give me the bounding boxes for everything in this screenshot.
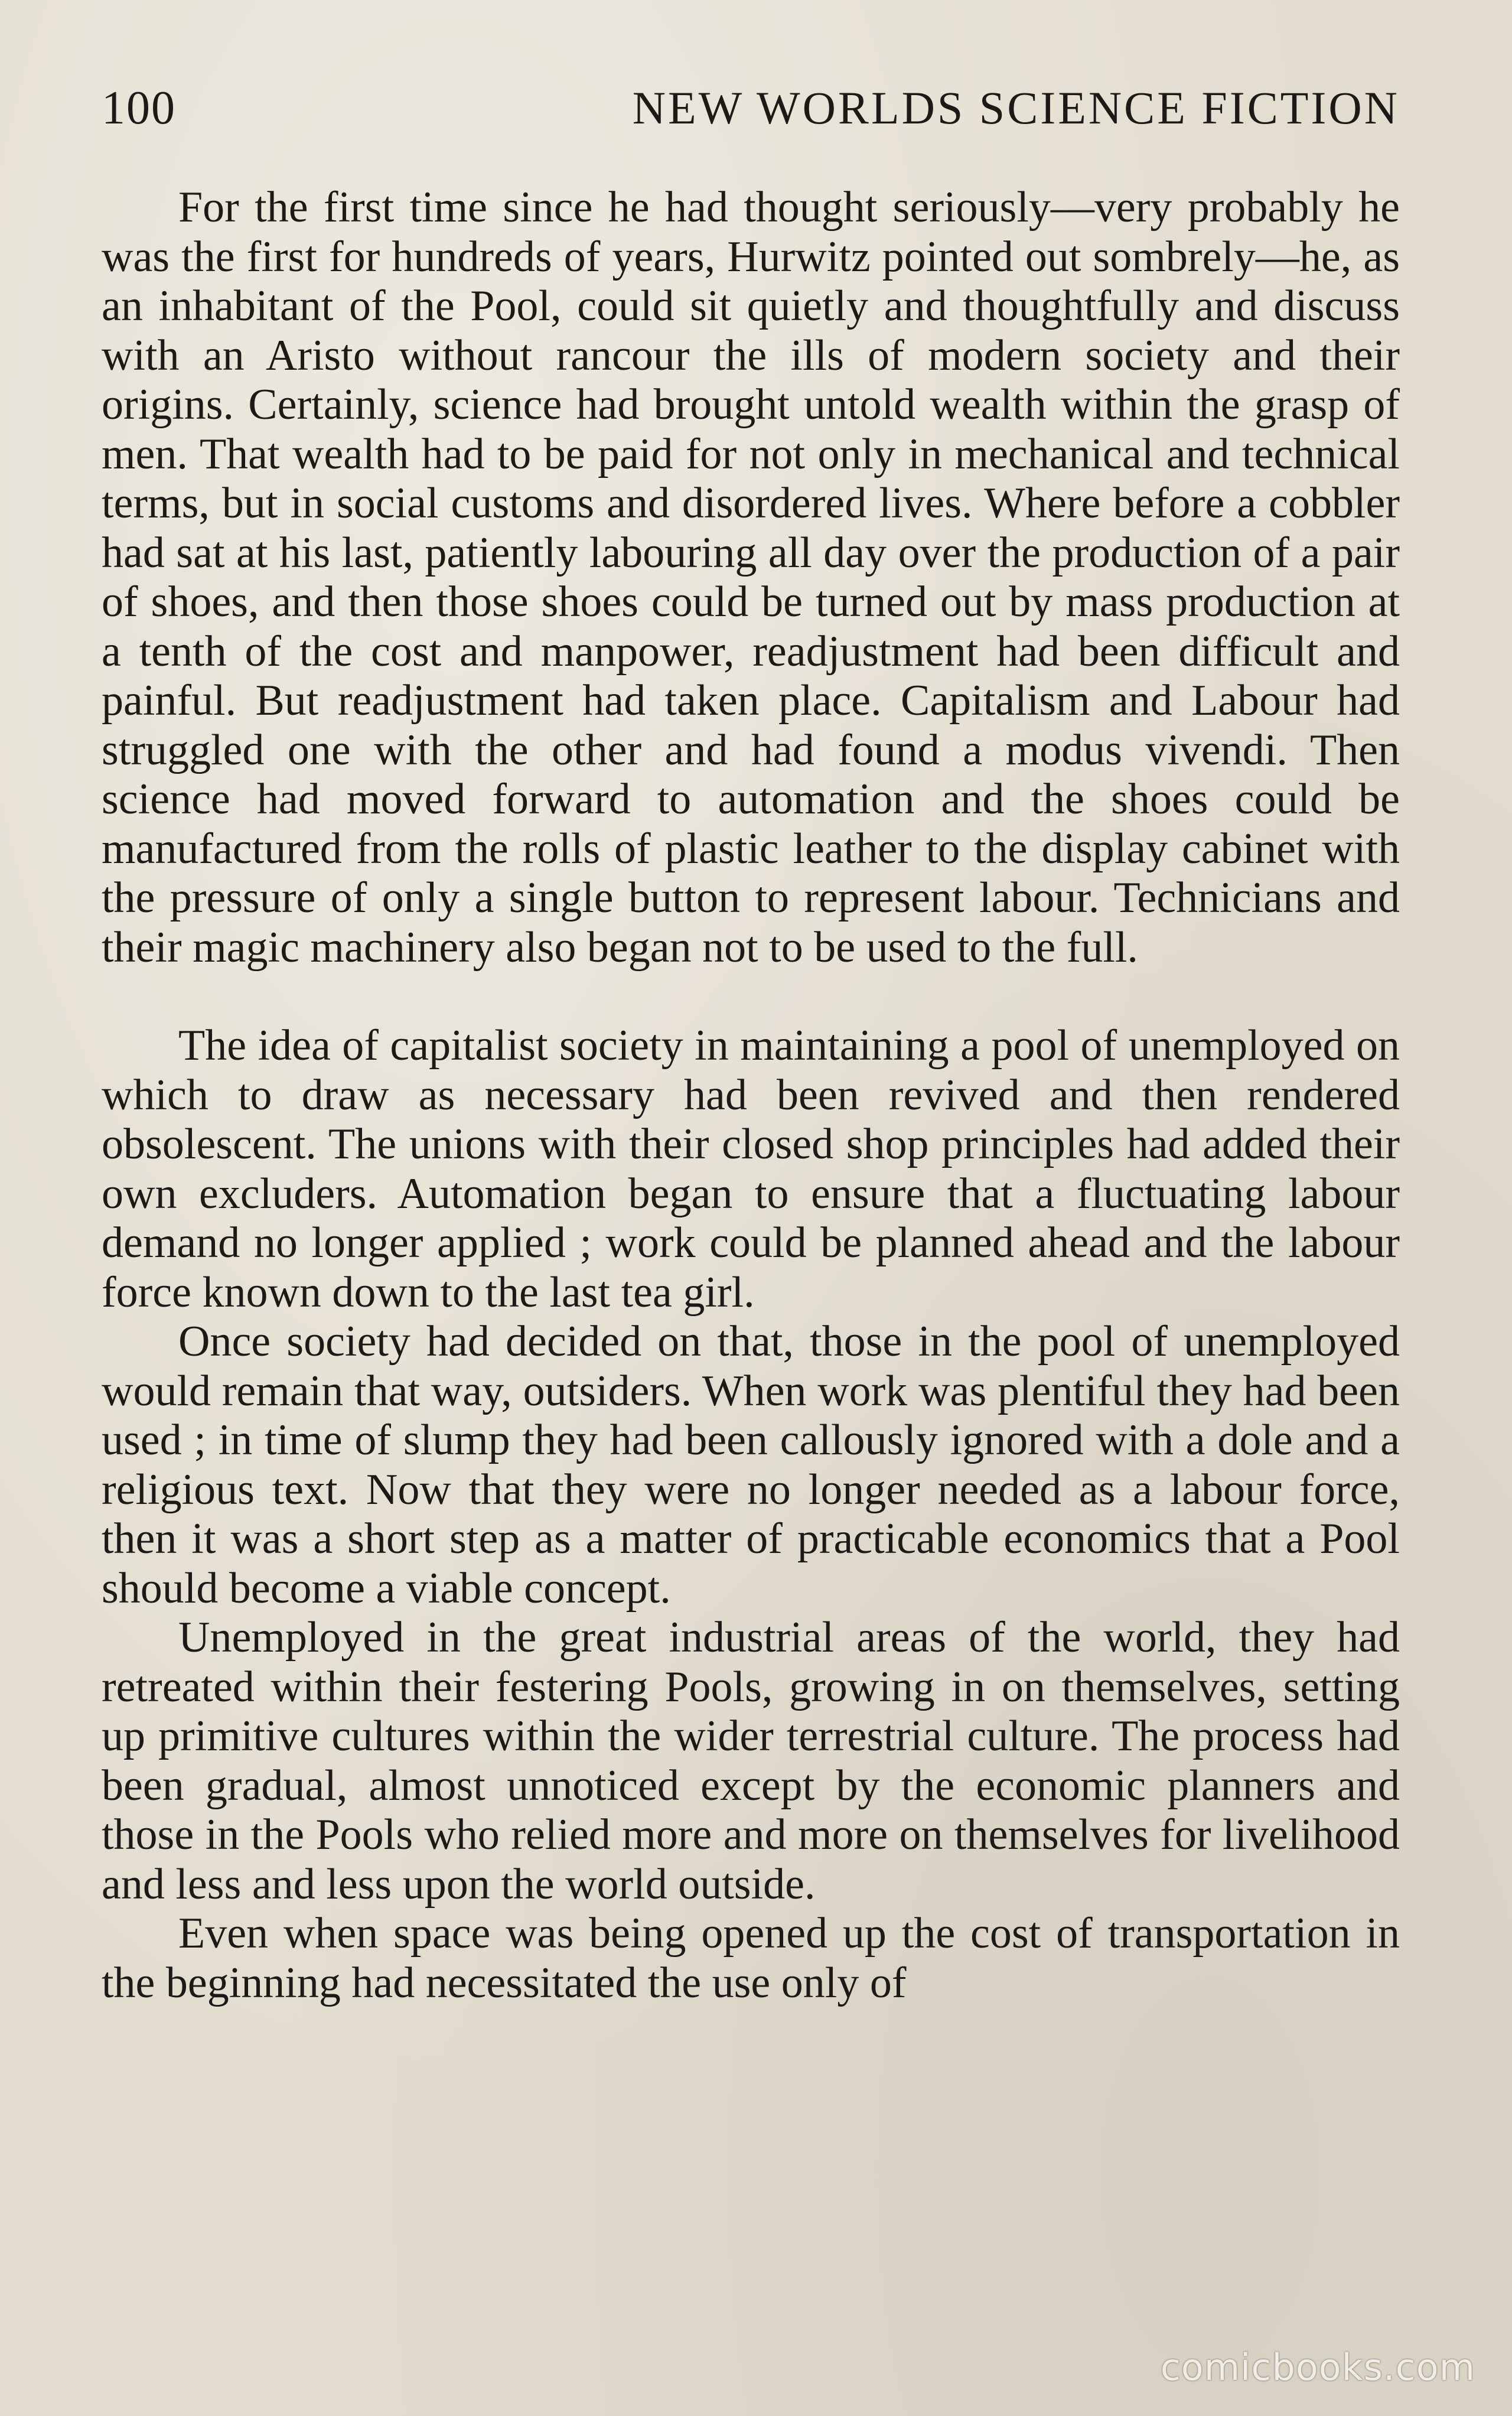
paragraph-5: Even when space was being opened up the cost of transportation in the beginning had necessitated the use only of [102,1909,1400,2007]
page-header [102,82,1400,146]
paragraph-4: Unemployed in the great industrial areas of the world, they had retreated within their festering Pools, growing in on themselves, setting up primitive cultures within the wider terrestrial culture. The process had been gradual, almost unnoticed except by the economic planners and those in the Pools who relied more and more on themselves for livelihood and less and less upon the world outside. [102,1613,1400,1909]
page-number: 100 [102,82,176,134]
paragraph-2: The idea of capitalist society in maintaining a pool of unemployed on which to draw as necessary had been revived and then rendered obsolescent. The unions with their closed shop principles had added their own excluders. Automation began to ensure that a fluctuating labour demand no longer applied ; work could be planned ahead and the labour force known down to the last tea girl. [102,1021,1400,1317]
article-body [102,183,1400,2008]
paragraph-3: Once society had decided on that, those in the pool of unemployed would remain that way, outsiders. When work was plentiful they had been used ; in time of slump they had been callously ignored with a dole and a religious text. Now that they were no longer needed as a labour force, then it was a short step as a matter of practicable economics that a Pool should become a viable concept. [102,1317,1400,1613]
paragraph-1: For the first time since he had thought seriously—very probably he was the first for hundreds of years, Hurwitz pointed out sombrely—he, as an inhabitant of the Pool, could sit quietly and thoughtfully and discuss with an Aristo without rancour the ills of modern society and their origins. Certainly, science had brought untold wealth within the grasp of men. That wealth had to be paid for not only in mechanical and technical terms, but in social customs and disordered lives. Where before a cobbler had sat at his last, patiently labouring all day over the production of a pair of shoes, and then those shoes could be turned out by mass production at a tenth of the cost and manpower, readjustment had been difficult and painful. But readjustment had taken place. Capitalism and Labour had struggled one with the other and had found a modus vivendi. Then science had moved forward to automation and the shoes could be manufactured from the rolls of plastic leather to the display cabinet with the pressure of only a single button to represent labour. Technicians and their magic machinery also began not to be used to the full. [102,183,1400,972]
watermark: comicbooks.com [1160,2346,1475,2389]
running-title: NEW WORLDS SCIENCE FICTION [632,82,1400,134]
